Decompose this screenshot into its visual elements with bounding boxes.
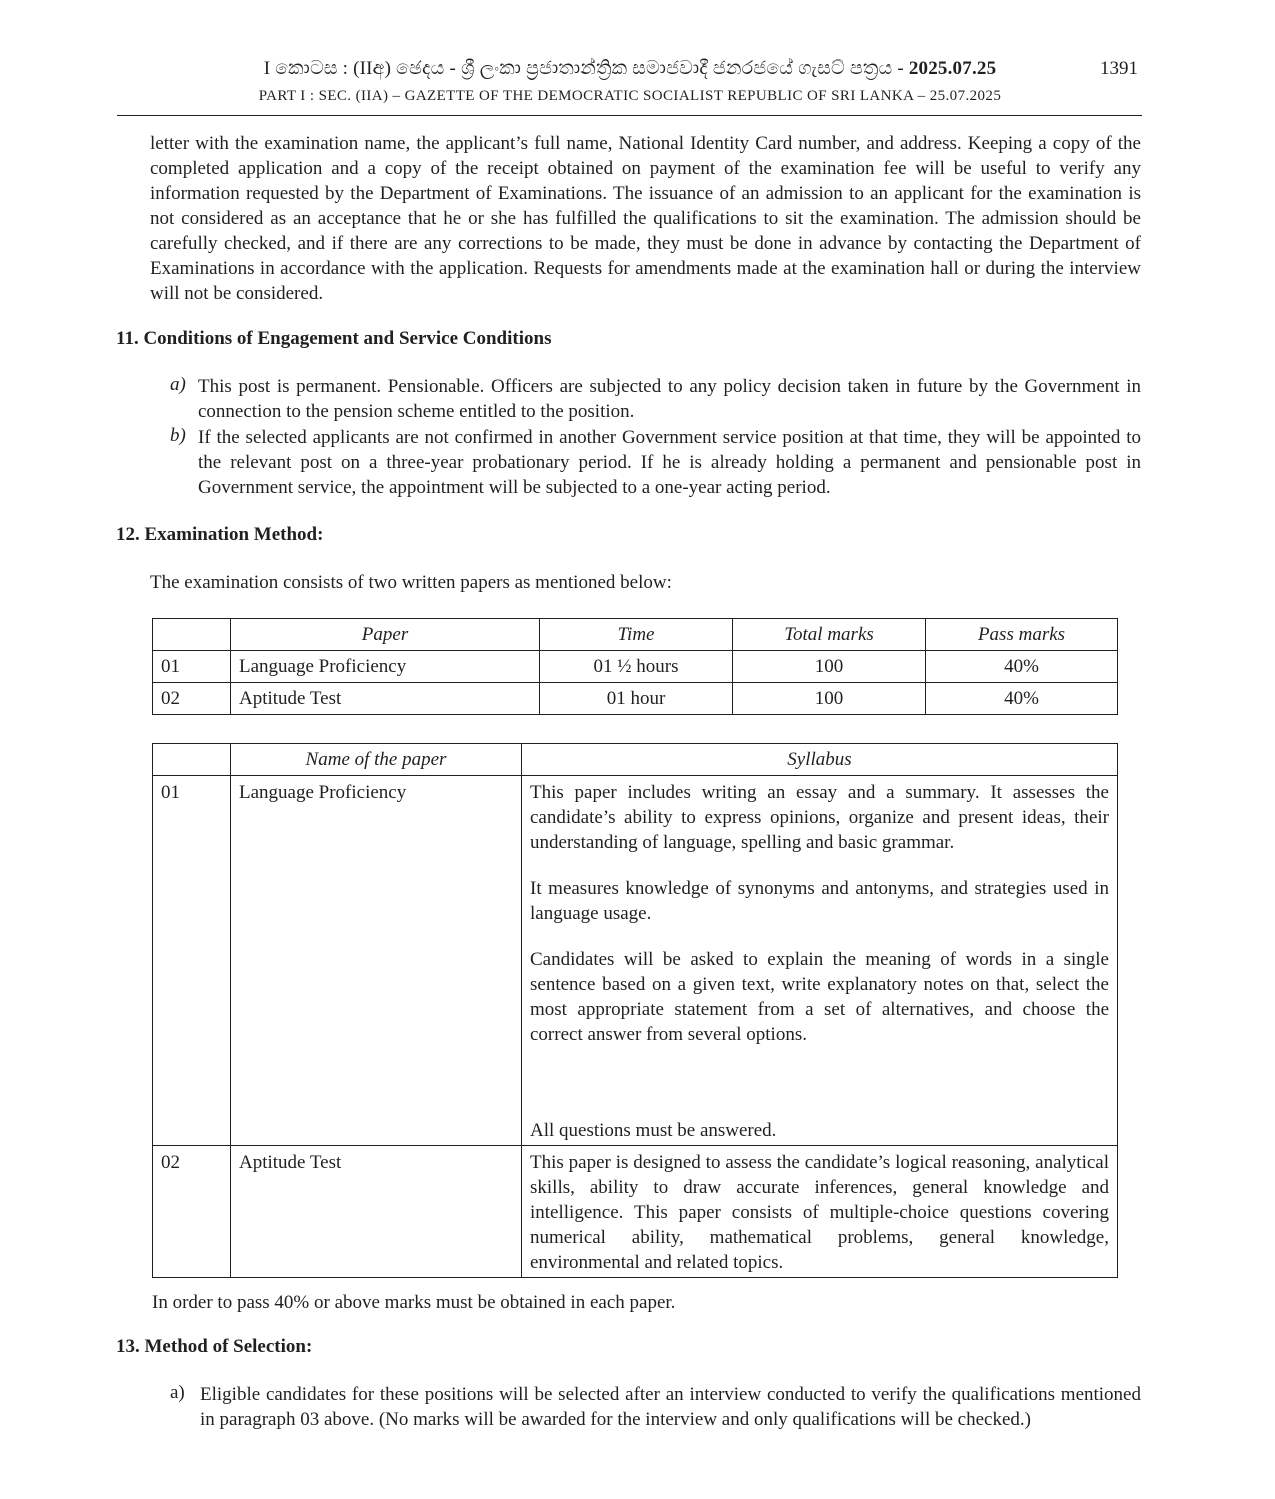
table-row: [153, 1146, 1118, 1278]
papers-cell-num: 02: [153, 683, 231, 715]
syllabus-paragraph: All questions must be answered.: [530, 1120, 777, 1141]
papers-cell-paper: Aptitude Test: [231, 683, 540, 715]
section-12-intro: The examination consists of two written papers as mentioned below:: [150, 572, 672, 593]
section-11-item-a: This post is permanent. Pensionable. Officers are subjected to any policy decision taken in future by the Government in connection to the pension scheme entitled to the position.: [198, 376, 1141, 422]
syllabus-header-num: [153, 744, 231, 776]
section-11-item-b-letter: b): [170, 425, 186, 446]
header-date: 2025.07.25: [908, 58, 997, 79]
papers-table: [152, 618, 1118, 715]
papers-cell-pass: 40%: [926, 683, 1118, 715]
section-11-item-a-letter: a): [170, 374, 186, 395]
page-number: 1391: [1100, 58, 1138, 79]
pass-note: In order to pass 40% or above marks must be obtained in each paper.: [152, 1292, 676, 1313]
sinhala-title: I කොටස : (IIඅ) ඡෙදය - ශ්‍රී ලංකා ප්‍රජාතාන්ත්‍රික සමාජවාදී ජනරජයේ ගැසට් පත්‍රය -: [263, 58, 904, 79]
section-11-heading: 11. Conditions of Engagement and Service Conditions: [116, 328, 552, 349]
intro-paragraph: letter with the examination name, the applicant’s full name, National Identity Card number, and address. Keeping a copy of the completed application and a copy of the receipt obtained on payment of the examination fee will be useful to verify any information requested by the Department of Examinations. The issuance of an admission to an applicant for the examination is not considered as an acceptance that he or she has fulfilled the qualifications to sit the examination. The admission should be carefully checked, and if there are any corrections to be made, they must be done in advance by contacting the Department of Examinations in accordance with the application. Requests for amendments made at the examination hall or during the interview will not be considered.: [150, 133, 1141, 304]
papers-table-header: [153, 619, 1118, 651]
papers-header-num: [153, 619, 231, 651]
syllabus-paragraph: This paper is designed to assess the candidate’s logical reasoning, analytical skills, ability to draw accurate inferences, general knowledge and intelligence. This paper consists of multiple-choice questions covering numerical ability, mathematical problems, general knowledge, environmental and related topics.: [530, 1152, 1109, 1273]
papers-cell-num: 01: [153, 651, 231, 683]
syllabus-header-name: Name of the paper: [231, 744, 522, 776]
syllabus-paragraph: This paper includes writing an essay and a summary. It assesses the candidate’s ability to express opinions, organize and present ideas, their understanding of language, spelling and basic grammar.: [530, 782, 1109, 853]
syllabus-cell-name: Language Proficiency: [231, 776, 522, 1146]
table-row: [153, 651, 1118, 683]
syllabus-cell-num: 02: [153, 1146, 231, 1278]
syllabus-cell-content: [522, 776, 1118, 1146]
papers-cell-time: 01 ½ hours: [540, 651, 733, 683]
syllabus-paragraph: It measures knowledge of synonyms and antonyms, and strategies used in language usage.: [530, 878, 1109, 924]
papers-cell-pass: 40%: [926, 651, 1118, 683]
papers-cell-time: 01 hour: [540, 683, 733, 715]
gazette-header-english: PART I : SEC. (IIA) – GAZETTE OF THE DEMOCRATIC SOCIALIST REPUBLIC OF SRI LANKA – 25.07.2025: [258, 88, 1002, 104]
papers-header-pass: Pass marks: [926, 619, 1118, 651]
papers-header-time: Time: [540, 619, 733, 651]
table-row: [153, 683, 1118, 715]
syllabus-cell-content: [522, 1146, 1118, 1278]
syllabus-cell-num: 01: [153, 776, 231, 1146]
section-12-heading: 12. Examination Method:: [116, 524, 324, 545]
papers-header-total: Total marks: [733, 619, 926, 651]
section-13-item-a-letter: a): [170, 1382, 185, 1403]
syllabus-paragraph: Candidates will be asked to explain the meaning of words in a single sentence based on a given text, write explanatory notes on that, select the most appropriate statement from a set of alternatives, and choose the correct answer from several options.: [530, 949, 1109, 1045]
syllabus-cell-name: Aptitude Test: [231, 1146, 522, 1278]
section-13-heading: 13. Method of Selection:: [116, 1336, 313, 1357]
syllabus-header-syllabus: Syllabus: [522, 744, 1118, 776]
section-13-item-a: Eligible candidates for these positions will be selected after an interview conducted to verify the qualifications mentioned in paragraph 03 above. (No marks will be awarded for the interview and only qualifications will be checked.): [200, 1384, 1141, 1430]
papers-cell-total: 100: [733, 651, 926, 683]
syllabus-table-header: [153, 744, 1118, 776]
table-row: [153, 776, 1118, 1146]
papers-cell-total: 100: [733, 683, 926, 715]
section-11-item-b: If the selected applicants are not confirmed in another Government service position at that time, they will be appointed to the relevant post on a three-year probationary period. If he is already holding a permanent and pensionable post in Government service, the appointment will be subjected to a one-year acting period.: [198, 427, 1141, 498]
papers-cell-paper: Language Proficiency: [231, 651, 540, 683]
syllabus-table: [152, 743, 1118, 1278]
header-divider: [117, 115, 1142, 116]
gazette-header-sinhala: [120, 58, 1140, 80]
papers-header-paper: Paper: [231, 619, 540, 651]
